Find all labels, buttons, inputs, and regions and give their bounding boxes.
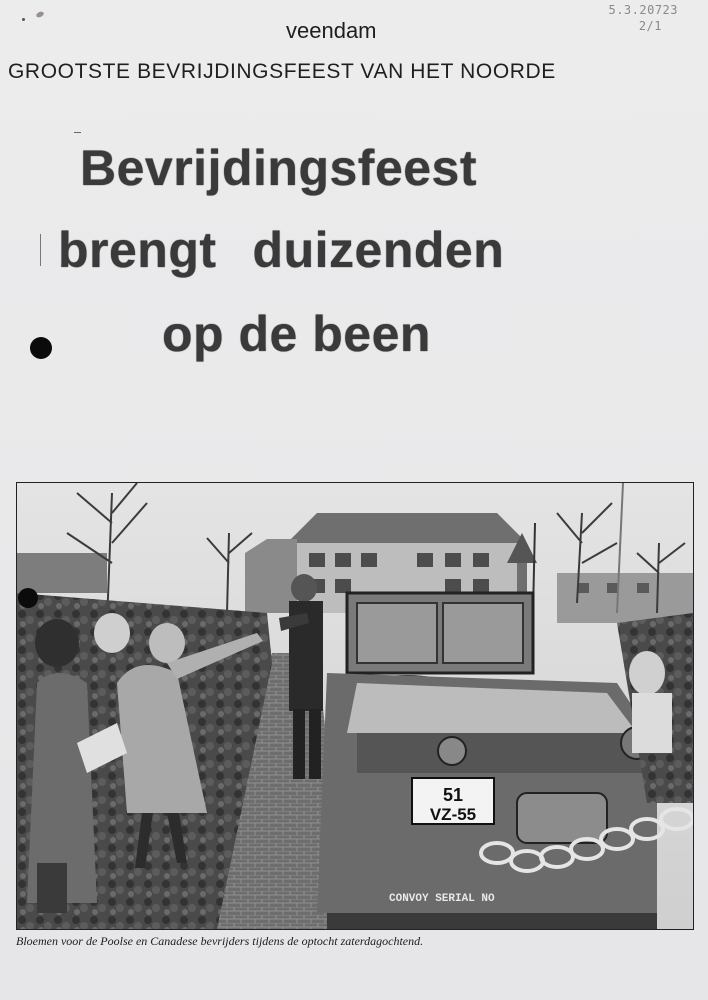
ink-speck — [35, 11, 44, 19]
handwritten-archive-note — [592, 2, 678, 34]
headline-word-duizenden: duizenden — [252, 222, 505, 278]
locality-label: veendam — [286, 18, 377, 43]
headline-word-brengt: brengt — [58, 222, 217, 278]
headline-line-1: Bevrijdingsfeest — [80, 140, 478, 196]
kicker-headline: GROOTSTE BEVRIJDINGSFEEST VAN HET NOORDE — [8, 60, 556, 83]
scan-mark — [74, 132, 81, 133]
bumper-stencil: CONVOY SERIAL NO — [389, 893, 495, 905]
photo-caption: Bloemen voor de Poolse en Canadese bevrijders tijdens de optocht zaterdagochtend. — [16, 934, 424, 948]
license-plate-top: 51 — [442, 785, 464, 805]
scan-mark — [40, 234, 41, 266]
news-photo — [16, 482, 694, 930]
punch-hole — [18, 588, 38, 608]
archive-note-line-2: 2/1 — [638, 19, 662, 33]
headline-line-2 — [58, 222, 708, 278]
headline-line-3: op de been — [162, 306, 431, 362]
archive-note-line-1: 5.3.20723 — [608, 3, 678, 17]
license-plate-bottom: VZ-55 — [429, 805, 477, 824]
ink-speck — [22, 18, 25, 21]
punch-hole — [30, 337, 52, 359]
photo-illustration — [17, 483, 693, 929]
